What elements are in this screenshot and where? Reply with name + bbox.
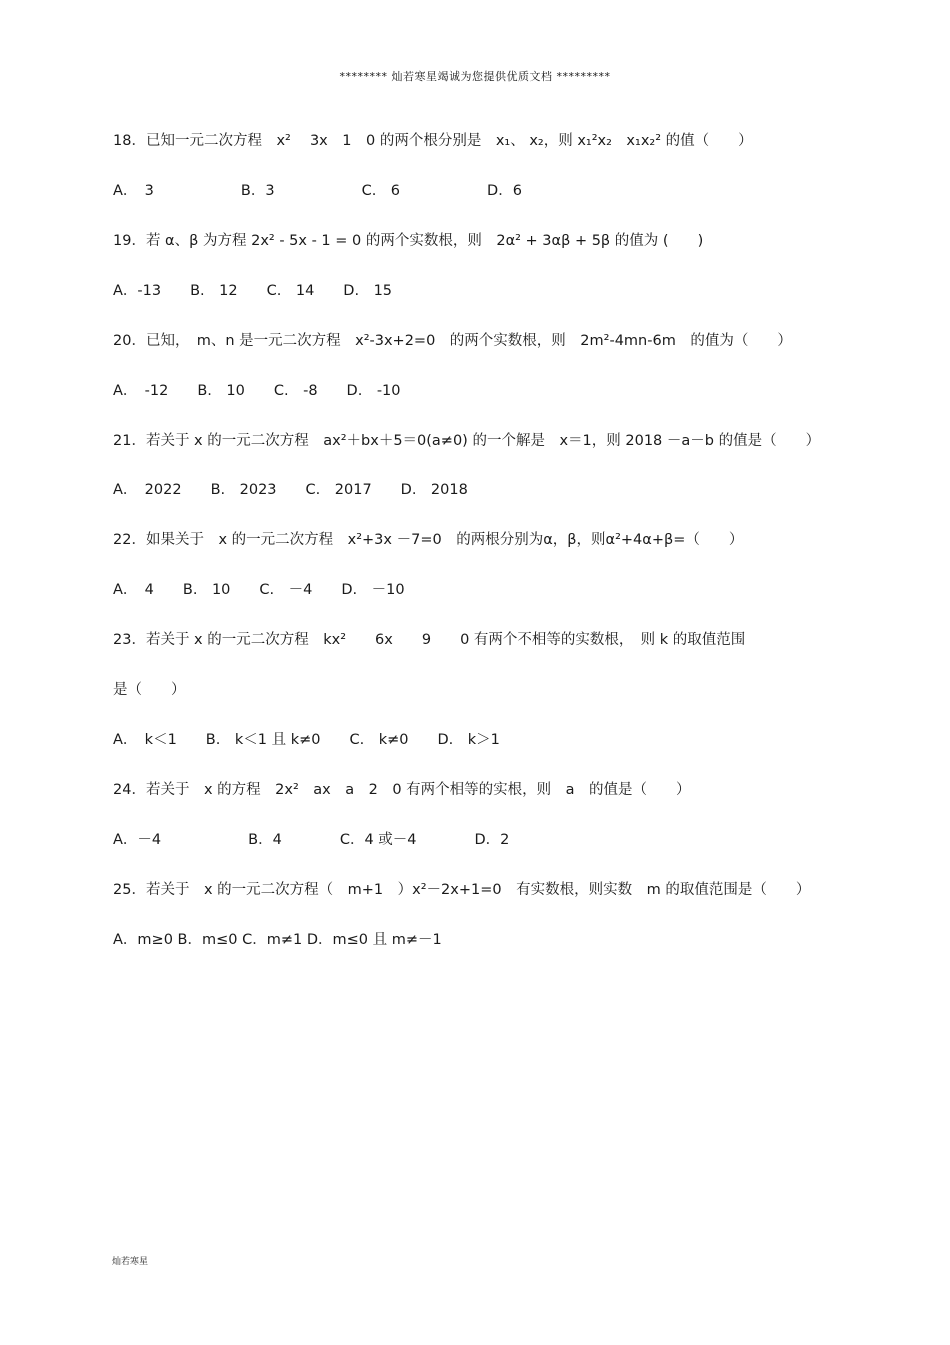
question-line: A． 3 B．3 C. 6 D．6 [113, 183, 522, 199]
question-line: 20．已知， m、n 是一元二次方程 x²-3x+2=0 的两个实数根，则 2m²-4mn-6m 的值为（ ） [113, 333, 792, 349]
question-line: 18．已知一元二次方程 x² 3x 1 0 的两个根分别是 x₁、 x₂，则 x₁²x₂ x₁x₂² 的值（ ） [113, 133, 753, 149]
question-line: 24．若关于 x 的方程 2x² ax a 2 0 有两个相等的实根，则 a 的值是（ ） [113, 782, 691, 798]
question-line: A． k＜1 B. k＜1 且 k≠0 C. k≠0 D. k＞1 [113, 732, 500, 748]
question-line: A．－4 B．4 C．4 或－4 D．2 [113, 832, 510, 848]
question-line: 25．若关于 x 的一元二次方程（ m+1 ）x²－2x+1=0 有实数根，则实数 m 的取值范围是（ ） [113, 882, 811, 898]
page-header: ******** 灿若寒星竭诚为您提供优质文档 ********* [339, 70, 611, 83]
question-line: 是（ ） [113, 682, 186, 698]
question-line: 22．如果关于 x 的一元二次方程 x²+3x －7=0 的两根分别为α，β，则α²+4α+β=（ ） [113, 532, 744, 548]
question-line: A． 2022 B. 2023 C. 2017 D. 2018 [113, 482, 468, 498]
question-line: A．-13 B. 12 C. 14 D. 15 [113, 283, 393, 299]
question-line: 23．若关于 x 的一元二次方程 kx² 6x 9 0 有两个不相等的实数根， 则 k 的取值范围 [113, 632, 746, 648]
question-line: A． 4 B. 10 C. －4 D. －10 [113, 582, 405, 598]
question-line: A． -12 B. 10 C. -8 D. -10 [113, 383, 401, 399]
question-line: A．m≥0 B．m≤0 C．m≠1 D．m≤0 且 m≠－1 [113, 932, 442, 948]
page-footer: 灿若寒星 [112, 1257, 149, 1267]
question-line: 19．若 α、β 为方程 2x² - 5x - 1 = 0 的两个实数根，则 2α² + 3αβ + 5β 的值为 ( ) [113, 233, 704, 249]
question-line: 21．若关于 x 的一元二次方程 ax²＋bx＋5＝0(a≠0) 的一个解是 x＝1，则 2018 －a－b 的值是（ ） [113, 433, 821, 449]
